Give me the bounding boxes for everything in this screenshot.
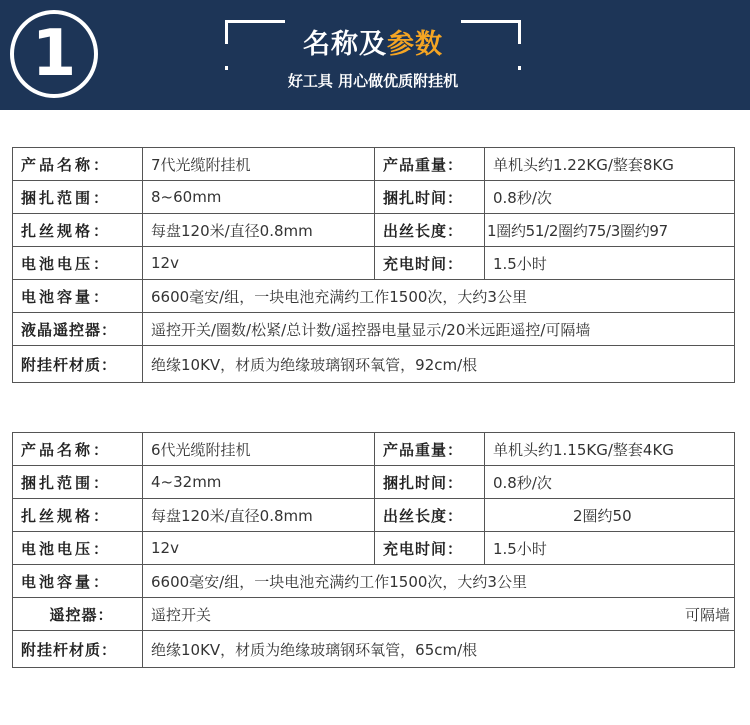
spec-table-7th-gen: [12, 147, 735, 383]
spec-label: 出丝长度：: [375, 214, 485, 247]
section-number-badge: 1: [10, 10, 98, 98]
spec-value: 绝缘10KV，材质为绝缘玻璃钢环氧管，65cm/根: [143, 631, 735, 668]
spec-label: 电池电压：: [13, 532, 143, 565]
table-row: [13, 466, 735, 499]
spec-value: 0.8秒/次: [485, 181, 735, 214]
spec-label: 捆扎时间：: [375, 181, 485, 214]
table-row: [13, 433, 735, 466]
spec-label: 遥控器：: [13, 598, 143, 631]
table-row: [13, 598, 735, 631]
spec-value: 7代光缆附挂机: [143, 148, 375, 181]
spec-label: 产品名称：: [13, 148, 143, 181]
spec-label: 产品名称：: [13, 433, 143, 466]
title-main: 名称及: [303, 29, 387, 60]
spec-label: 电池电压：: [13, 247, 143, 280]
spec-value: 12v: [143, 532, 375, 565]
spec-value-text: 遥控开关: [151, 605, 212, 624]
spec-value: 遥控开关/圈数/松紧/总计数/遥控器电量显示/20米远距遥控/可隔墙: [143, 313, 735, 346]
page-title: [225, 22, 521, 61]
spec-value: 每盘120米/直径0.8mm: [143, 499, 375, 532]
spec-value: 6600毫安/组，一块电池充满约工作1500次，大约3公里: [143, 280, 735, 313]
table-row: [13, 214, 735, 247]
table-row: [13, 181, 735, 214]
spec-label: 液晶遥控器：: [13, 313, 143, 346]
subtitle-text: 好工具 用心做优质附挂机: [287, 72, 459, 90]
spec-label: 电池容量：: [13, 280, 143, 313]
table-row: [13, 532, 735, 565]
spec-value: 6代光缆附挂机: [143, 433, 375, 466]
spec-value: 1.5小时: [485, 532, 735, 565]
table-row: [13, 565, 735, 598]
spec-label: 捆扎范围：: [13, 181, 143, 214]
table-row: [13, 631, 735, 668]
spec-label: 电池容量：: [13, 565, 143, 598]
spec-label: 捆扎范围：: [13, 466, 143, 499]
spec-label: 附挂杆材质：: [13, 346, 143, 383]
page-subtitle: [225, 70, 521, 91]
spec-value: 4~32mm: [143, 466, 375, 499]
spec-value: 单机头约1.15KG/整套4KG: [485, 433, 735, 466]
table-row: [13, 313, 735, 346]
spec-label: 充电时间：: [375, 247, 485, 280]
spec-label: 产品重量：: [375, 433, 485, 466]
spec-label: 出丝长度：: [375, 499, 485, 532]
table-row: [13, 148, 735, 181]
spec-value: 每盘120米/直径0.8mm: [143, 214, 375, 247]
table-row: [13, 280, 735, 313]
table-row: [13, 499, 735, 532]
title-highlight: 参数: [387, 29, 443, 60]
spec-value: [143, 598, 735, 631]
spec-value: 8~60mm: [143, 181, 375, 214]
spec-value: 单机头约1.22KG/整套8KG: [485, 148, 735, 181]
spec-label: 附挂杆材质：: [13, 631, 143, 668]
spec-value: 1.5小时: [485, 247, 735, 280]
spec-label: 扎丝规格：: [13, 214, 143, 247]
spec-table-6th-gen: [12, 432, 735, 668]
spec-label: 扎丝规格：: [13, 499, 143, 532]
table-row: [13, 346, 735, 383]
spec-value: 1圈约51/2圈约75/3圈约97: [485, 214, 735, 247]
spec-value: 6600毫安/组，一块电池充满约工作1500次，大约3公里: [143, 565, 735, 598]
spec-value-fragment: 2圈约50: [573, 506, 632, 525]
spec-value-fragment: 可隔墙: [684, 605, 730, 624]
spec-value: 0.8秒/次: [485, 466, 735, 499]
table-row: [13, 247, 735, 280]
spec-label: 充电时间：: [375, 532, 485, 565]
spec-value: 绝缘10KV，材质为绝缘玻璃钢环氧管，92cm/根: [143, 346, 735, 383]
spec-value: [485, 499, 735, 532]
spec-label: 产品重量：: [375, 148, 485, 181]
spec-value: 12v: [143, 247, 375, 280]
spec-label: 捆扎时间：: [375, 466, 485, 499]
